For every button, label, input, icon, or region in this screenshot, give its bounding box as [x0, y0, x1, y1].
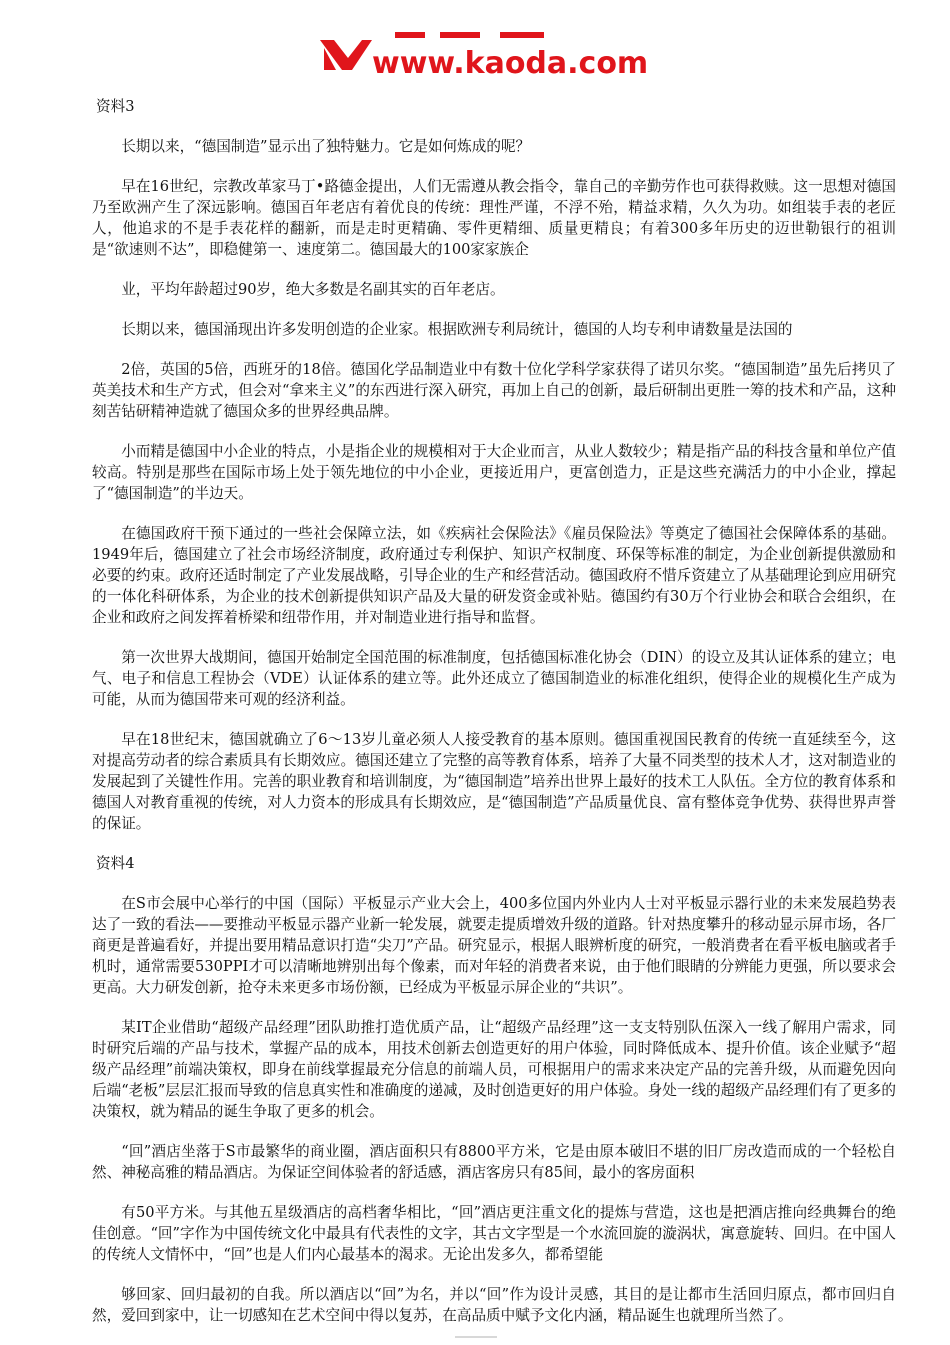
paragraph: “回”酒店坐落于S市最繁华的商业圈，酒店面积只有8800平方米，它是由原本破旧不堪的旧厂房改造而成的一个轻松自然、神秘高雅的精品酒店。为保证空间体验者的舒适感，酒店客房只有85间，最小的客房面积 [92, 1143, 896, 1181]
logo-top-bar-mid [440, 32, 480, 38]
site-header [0, 34, 950, 86]
paragraph: 业，平均年龄超过90岁，绝大多数是名副其实的百年老店。 [121, 281, 505, 298]
paragraph: 在德国政府干预下通过的一些社会保障立法，如《疾病社会保险法》《雇员保险法》等奠定了德国社会保障体系的基础。1949年后，德国建立了社会市场经济制度，政府通过专利保护、知识产权制度、环保等标准的制定，为企业创新提供激励和必要的约束。政府还适时制定了产业发展战略，引导企业的生产和经营活动。德国政府不惜斥资建立了从基础理论到应用研究的一体化科研体系，为企业的技术创新提供知识产品及大量的研发资金或补贴。德国约有30万个行业协会和联合会组织，在企业和政府之间发挥着桥梁和纽带作用，并对制造业进行指导和监督。 [92, 525, 896, 626]
paragraph: 长期以来，“德国制造”显示出了独特魅力。它是如何炼成的呢？ [121, 138, 531, 155]
logo-top-bar-right [500, 32, 544, 38]
kaoda-logo-icon [318, 38, 374, 72]
logo-url-text[interactable]: www.kaoda.com [372, 46, 649, 81]
paragraph: 有50平方米。与其他五星级酒店的高档奢华相比，“回”酒店更注重文化的提炼与营造，这也是把酒店推向经典舞台的绝佳创意。“回”字作为中国传统文化中最具有代表性的文字，其古文字型是一个水流回旋的漩涡状，寓意旋转、回归。在中国人的传统人文情怀中，“回”也是人们内心最基本的渴求。无论出发多久，都希望能 [92, 1204, 896, 1263]
page-footer-mark [455, 1336, 497, 1338]
document-body [92, 96, 896, 1345]
section-label-material-4: 资料4 [96, 855, 135, 872]
paragraph: 早在18世纪末，德国就确立了6～13岁儿童必须人人接受教育的基本原则。德国重视国民教育的传统一直延续至今，这对提高劳动者的综合素质具有长期效应。德国还建立了完整的高等教育体系，培养了大量不同类型的技术人才，这对制造业的发展起到了关键性作用。完善的职业教育和培训制度，为“德国制造”培养出世界上最好的技术工人队伍。全方位的教育体系和德国人对教育重视的传统，对人力资本的形成具有长期效应，是“德国制造”产品质量优良、富有整体竞争优势、获得世界声誉的保证。 [92, 731, 896, 832]
paragraph: 长期以来，德国涌现出许多发明创造的企业家。根据欧洲专利局统计，德国的人均专利申请数量是法国的 [121, 321, 793, 338]
section-label-material-3: 资料3 [96, 98, 135, 115]
paragraph: 某IT企业借助“超级产品经理”团队助推打造优质产品，让“超级产品经理”这一支支特别队伍深入一线了解用户需求，同时研究后端的产品与技术，掌握产品的成本，用技术创新去创造更好的用户体验，同时降低成本、提升价值。该企业赋予“超级产品经理”前端决策权，即身在前线掌握最充分信息的前端人员，可根据用户的需求来决定产品的完善升级，从而避免因向后端“老板”层层汇报而导致的信息真实性和准确度的递减，及时创造更好的用户体验。身处一线的超级产品经理们有了更多的决策权，就为精品的诞生争取了更多的机会。 [92, 1019, 896, 1120]
paragraph: 够回家、回归最初的自我。所以酒店以“回”为名，并以“回”作为设计灵感，其目的是让都市生活回归原点，都市回归自然，爱回到家中，让一切感知在艺术空间中得以复苏，在高品质中赋予文化内涵，精品诞生也就理所当然了。 [92, 1286, 896, 1324]
paragraph: 第一次世界大战期间，德国开始制定全国范围的标准制度，包括德国标准化协会（DIN）的设立及其认证体系的建立；电气、电子和信息工程协会（VDE）认证体系的建立等。此外还成立了德国制造业的标准化组织，使得企业的规模化生产成为可能，从而为德国带来可观的经济利益。 [92, 649, 896, 708]
paragraph: 2倍，英国的5倍，西班牙的18倍。德国化学品制造业中有数十位化学科学家获得了诺贝尔奖。“德国制造”虽先后拷贝了英美技术和生产方式，但会对“拿来主义”的东西进行深入研究，再加上自己的创新，最后研制出更胜一筹的技术和产品，这种刻苦钻研精神造就了德国众多的世界经典品牌。 [92, 361, 896, 420]
paragraph: 早在16世纪，宗教改革家马丁•路德金提出，人们无需遵从教会指令，靠自己的辛勤劳作也可获得救赎。这一思想对德国乃至欧洲产生了深远影响。德国百年老店有着优良的传统：理性严谨，不浮不殆，精益求精，久久为功。如组装手表的老匠人，他追求的不是手表花样的翻新，而是走时更精确、零件更精细、质量更精良；有着300多年历史的迈世勒银行的祖训是“欲速则不达”，即稳健第一、速度第二。德国最大的100家家族企 [92, 178, 896, 258]
logo-top-bar-left [395, 32, 425, 38]
paragraph: 小而精是德国中小企业的特点，小是指企业的规模相对于大企业而言，从业人数较少；精是指产品的科技含量和单位产值较高。特别是那些在国际市场上处于领先地位的中小企业，更接近用户，更富创造力，正是这些充满活力的中小企业，撑起了“德国制造”的半边天。 [92, 443, 896, 502]
paragraph: 在S市会展中心举行的中国（国际）平板显示产业大会上，400多位国内外业内人士对平板显示器行业的未来发展趋势表达了一致的看法——要推动平板显示器产业新一轮发展，就要走提质增效升级的道路。针对热度攀升的移动显示屏市场，各厂商更是普遍看好，并提出要用精品意识打造“尖刀”产品。研究显示，根据人眼辨析度的研究，一般消费者在看平板电脑或者手机时，通常需要530PPI才可以清晰地辨别出每个像素，而对年轻的消费者来说，由于他们眼睛的分辨能力更强，所以要求会更高。大力研发创新，抢夺未来更多市场份额，已经成为平板显示屏企业的“共识”。 [92, 895, 896, 996]
